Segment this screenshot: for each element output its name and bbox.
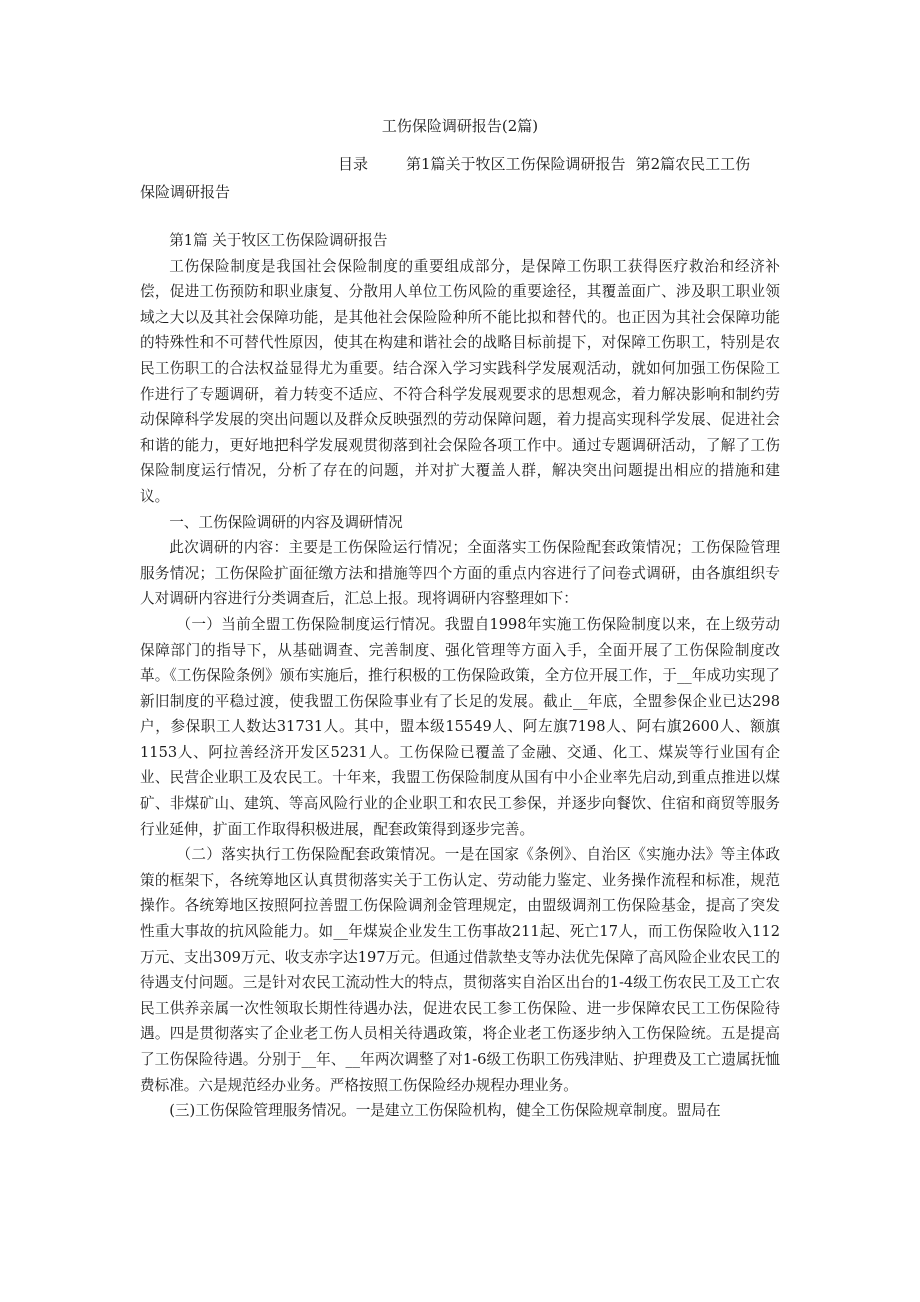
paragraph-intro: 工伤保险制度是我国社会保险制度的重要组成部分，是保障工伤职工获得医疗救治和经济补偿，促进工伤预防和职业康复、分散用人单位工伤风险的重要途径，其覆盖面广、涉及职工职业领域之大以及其社会保障功能，是其他社会保险险种所不能比拟和替代的。也正因为其社会保障功能的特殊性和不可替代性原因，使其在构建和谐社会的战略目标前提下，对保障工伤职工，特别是农民工伤职工的合法权益显得尤为重要。结合深入学习实践科学发展观活动，就如何加强工伤保险工作进行了专题调研，着力转变不适应、不符合科学发展观要求的思想观念，着力解决影响和制约劳动保障科学发展的突出问题以及群众反映强烈的劳动保障问题，着力提高实现科学发展、促进社会和谐的能力，更好地把科学发展观贯彻落到社会保险各项工作中。通过专题调研活动，了解了工伤保险制度运行情况，分析了存在的问题，并对扩大覆盖人群，解决突出问题提出相应的措施和建议。 — [140, 257, 780, 505]
table-of-contents — [140, 150, 780, 206]
toc-item-1: 第1篇关于牧区工伤保险调研报告 — [406, 155, 626, 173]
paragraph-operation: （一）当前全盟工伤保险制度运行情况。我盟自1998年实施工伤保险制度以来，在上级劳动保障部门的指导下，从基础调查、完善制度、强化管理等方面入手，全面开展了工伤保险制度改革。《工伤保险条例》颁布实施后，推行积极的工伤保险政策，全方位开展工作，于__年成功实现了新旧制度的平稳过渡，使我盟工伤保险事业有了长足的发展。截止__年底，全盟参保企业已达298户，参保职工人数达31731人。其中，盟本级15549人、阿左旗7198人、阿右旗2600人、额旗1153人、阿拉善经济开发区5231人。工伤保险已覆盖了金融、交通、化工、煤炭等行业国有企业、民营企业职工及农民工。十年来，我盟工伤保险制度从国有中小企业率先启动,到重点推进以煤矿、非煤矿山、建筑、等高风险行业的企业职工和农民工参保，并逐步向餐饮、住宿和商贸等服务行业延伸，扩面工作取得积极进展，配套政策得到逐步完善。 — [140, 615, 780, 838]
paragraph-survey: 此次调研的内容：主要是工伤保险运行情况；全面落实工伤保险配套政策情况；工伤保险管理服务情况；工伤保险扩面征缴方法和措施等四个方面的重点内容进行了问卷式调研，由各旗组织专人对调研内容进行分类调查后，汇总上报。现将调研内容整理如下： — [140, 539, 780, 608]
toc-item-2: 第2篇农民工工伤 — [635, 155, 751, 173]
paragraph-policy: （二）落实执行工伤保险配套政策情况。一是在国家《条例》、自治区《实施办法》等主体政策的框架下，各统筹地区认真贯彻落实关于工伤认定、劳动能力鉴定、业务操作流程和标准，规范操作。各统筹地区按照阿拉善盟工伤保险调剂金管理规定，由盟级调剂工伤保险基金，提高了突发性重大事故的抗风险能力。如__年煤炭企业发生工伤事故211起、死亡17人，而工伤保险收入112万元、支出309万元、收支赤字达197万元。但通过借款垫支等办法优先保障了高风险企业农民工的待遇支付问题。三是针对农民工流动性大的特点，贯彻落实自治区出台的1-4级工伤农民工及工亡农民工供养亲属一次性领取长期性待遇办法，促进农民工参工伤保险、进一步保障农民工工伤保险待遇。四是贯彻落实了企业老工伤人员相关待遇政策，将企业老工伤逐步纳入工伤保险统。五是提高了工伤保险待遇。分别于__年、__年两次调整了对1-6级工伤职工伤残津贴、护理费及工亡遗属抚恤费标准。六是规范经办业务。严格按照工伤保险经办规程办理业务。 — [140, 846, 780, 1094]
document-title: 工伤保险调研报告(2篇) — [381, 117, 539, 135]
section-heading: 一、工伤保险调研的内容及调研情况 — [169, 513, 403, 531]
paragraph-management: (三)工伤保险管理服务情况。一是建立工伤保险机构，健全工伤保险规章制度。盟局在 — [169, 1102, 721, 1120]
toc-label: 目录 — [338, 155, 369, 173]
toc-item-2-continued: 保险调研报告 — [140, 183, 231, 201]
document-body — [140, 228, 780, 1124]
part-heading: 第1篇 关于牧区工伤保险调研报告 — [169, 232, 388, 249]
